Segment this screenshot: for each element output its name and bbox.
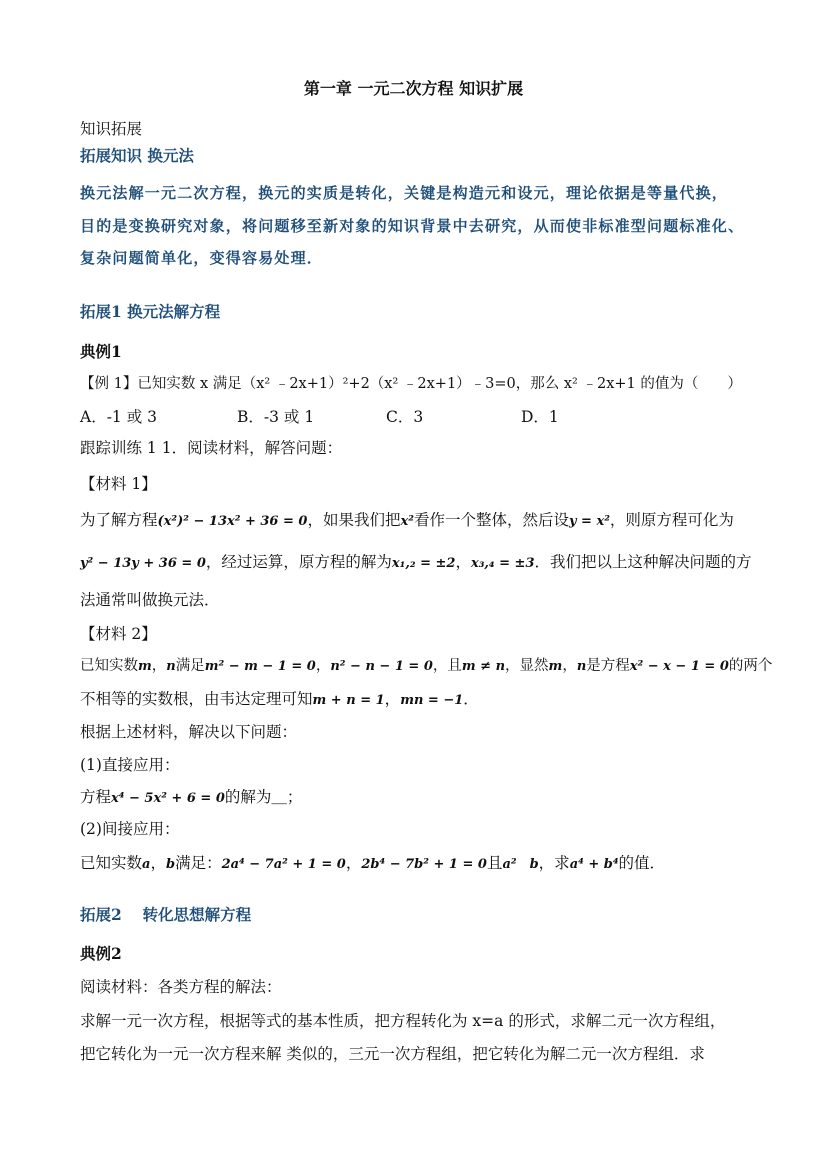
problem-1-label: (1)直接应用： [80, 756, 180, 774]
text: 已知实数 [80, 854, 143, 872]
intro-line-1: 换元法解一元二次方程，换元的实质是转化，关键是构造元和设元，理论依据是等量代换， [80, 184, 729, 202]
text: ，求 [538, 854, 570, 872]
equation: m [548, 659, 563, 674]
choice-b: B．-3 或 1 [237, 408, 315, 426]
text: ， [384, 690, 401, 708]
text: 方程 [80, 788, 112, 806]
equation: a [142, 857, 151, 872]
text: 为了解方程 [80, 511, 158, 529]
text: 的值． [618, 854, 666, 872]
material-1-label: 【材料 1】 [80, 475, 157, 493]
equation: m ≠ n [461, 659, 506, 674]
equation: n [576, 659, 587, 674]
ext1-example-label: 典例1 [80, 342, 122, 361]
problem-2-line [80, 853, 665, 875]
equation: x⁴ − 5x² + 6 = 0 [111, 791, 225, 806]
text: 不相等的实数根，由韦达定理可知 [80, 690, 313, 708]
material-2-line-3: 根据上述材料，解决以下问题： [80, 723, 298, 741]
equation: m [138, 659, 152, 674]
ext2-heading: 拓展2 转化思想解方程 [80, 905, 252, 924]
choice-a: A．-1 或 3 [80, 408, 158, 426]
equation: b [165, 857, 176, 872]
equation: y = x² [568, 514, 610, 529]
equation: m² − m − 1 = 0 [204, 659, 316, 674]
ext2-line-3: 把它转化为一元一次方程来解 类似的，三元一次方程组，把它转化为解二元一次方程组．求 [80, 1045, 705, 1063]
text: ． [463, 690, 479, 708]
text: ，如果我们把 [307, 511, 401, 529]
text: ， [151, 658, 167, 674]
equation: a² b [502, 857, 539, 872]
text: ， [150, 854, 166, 872]
material-2-line-1 [80, 656, 772, 677]
text: 已知实数 [80, 658, 138, 674]
equation: x² [400, 514, 414, 529]
text: ，经过运算，原方程的解为 [205, 553, 392, 571]
text: 的两个 [728, 658, 773, 674]
text: ， [455, 553, 471, 571]
equation: x₃,₄ = ±3 [470, 556, 535, 571]
ext2-line-1: 阅读材料：各类方程的解法： [80, 978, 282, 996]
text: ， [562, 658, 577, 674]
text: 的解为＿； [224, 788, 303, 806]
text: 满足 [175, 658, 205, 674]
text: 满足： [175, 854, 222, 872]
text: ，则原方程可化为 [609, 511, 734, 529]
ext1-heading: 拓展1 换元法解方程 [80, 302, 221, 321]
equation: n² − n − 1 = 0 [330, 659, 433, 674]
material-2-line-2 [80, 689, 479, 711]
choice-d: D．1 [521, 408, 559, 426]
equation: m + n = 1 [312, 693, 385, 708]
equation: (x²)² − 13x² + 36 = 0 [157, 514, 308, 529]
text: ， [315, 658, 331, 674]
material-1-line-2 [80, 552, 752, 574]
intro-line-2: 目的是变换研究对象，将问题移至新对象的知识背景中去研究，从而使非标准型问题标准化、 [80, 217, 745, 235]
choice-c: C．3 [386, 408, 424, 426]
problem-2-label: (2)间接应用： [80, 820, 180, 838]
section-label: 知识拓展 [80, 120, 143, 138]
ext2-example-label: 典例2 [80, 944, 122, 963]
example1-question: 【例 1】已知实数 x 满足（x² ﹣2x+1）²+2（x² ﹣2x+1）﹣3=0，那么 x² ﹣2x+1 的值为（ ） [80, 376, 742, 392]
problem-1-line [80, 787, 302, 809]
text: 且 [486, 854, 503, 872]
equation: 2a⁴ − 7a² + 1 = 0 [221, 857, 346, 872]
material-2-label: 【材料 2】 [80, 625, 157, 643]
material-1-line-1 [80, 510, 734, 532]
equation: y² − 13y + 36 = 0 [80, 556, 206, 571]
text: ．我们把以上这种解决问题的方 [534, 553, 752, 571]
ext2-line-2: 求解一元一次方程，根据等式的基本性质，把方程转化为 x=a 的形式，求解二元一次方程组， [80, 1012, 726, 1030]
equation: mn = −1 [400, 693, 464, 708]
text: ， [345, 854, 362, 872]
equation: n [166, 659, 176, 674]
text: 看作一个整体，然后设 [413, 511, 569, 529]
practice-1: 跟踪训练 1 1．阅读材料，解答问题： [80, 439, 343, 457]
equation: x₁,₂ = ±2 [391, 556, 456, 571]
text: ，显然 [505, 658, 549, 674]
text: ，且 [432, 658, 462, 674]
topic-heading: 拓展知识 换元法 [80, 146, 194, 165]
intro-line-3: 复杂问题简单化，变得容易处理． [80, 249, 324, 267]
page-title: 第一章 一元二次方程 知识扩展 [303, 79, 524, 98]
equation: x² − x − 1 = 0 [629, 659, 729, 674]
material-1-line-3: 法通常叫做换元法． [80, 591, 220, 609]
equation: a⁴ + b⁴ [569, 857, 619, 872]
text: 是方程 [586, 658, 630, 674]
equation: 2b⁴ − 7b² + 1 = 0 [361, 857, 487, 872]
